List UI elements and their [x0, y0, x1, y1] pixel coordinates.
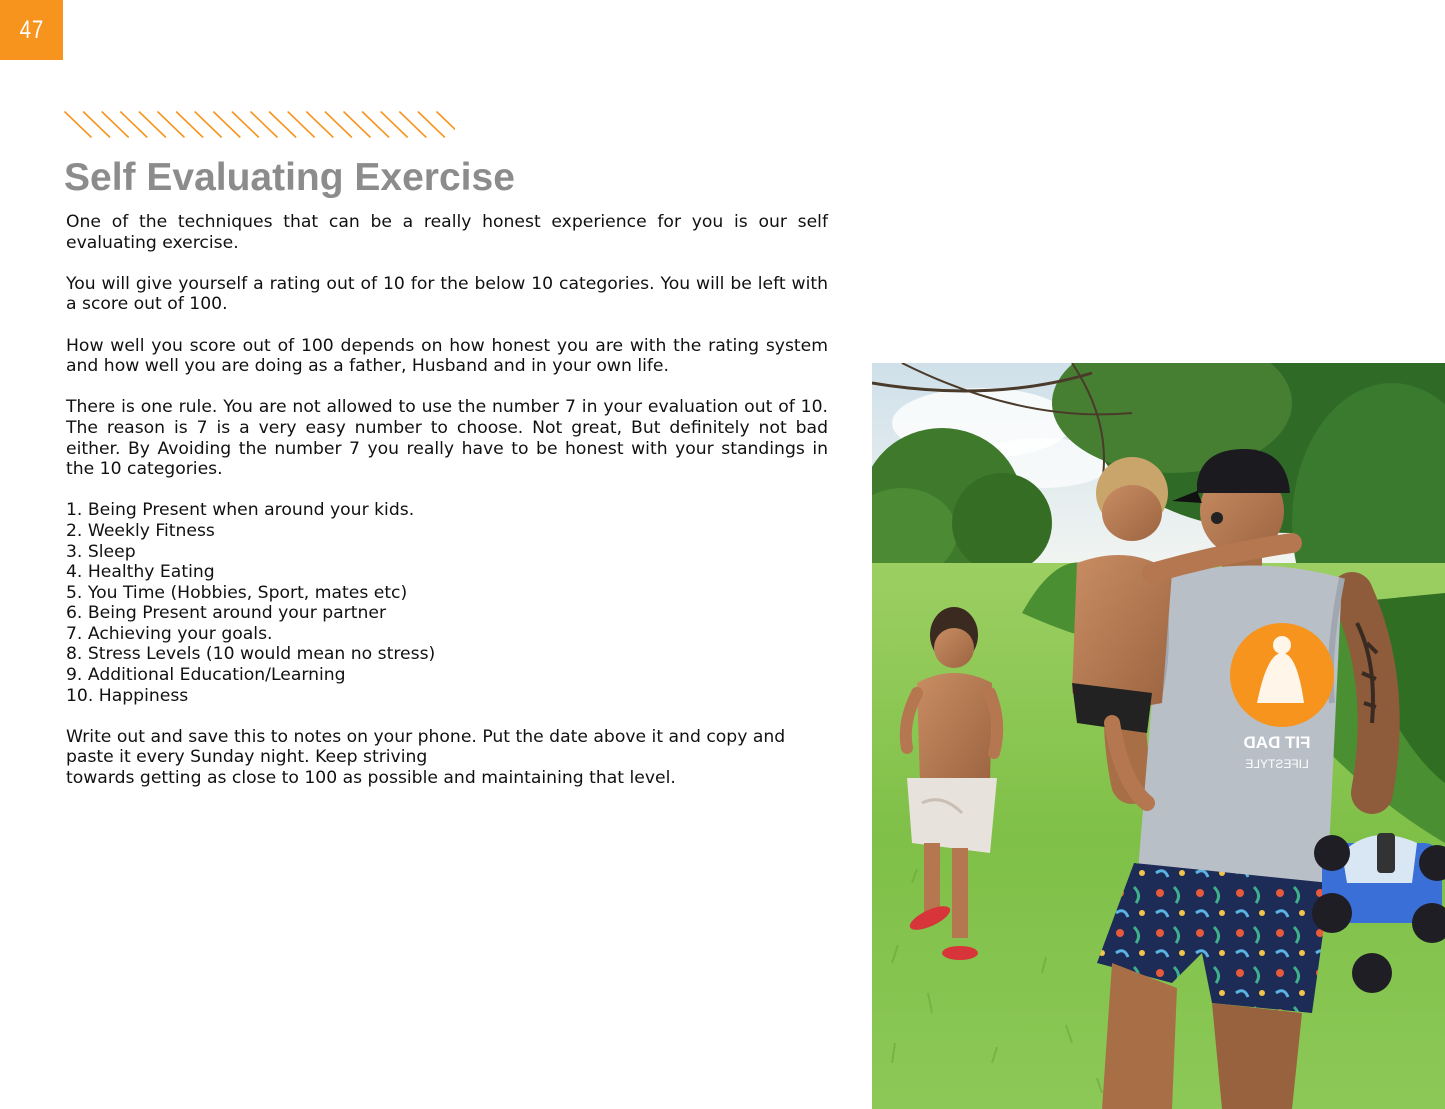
list-item: 1. Being Present when around your kids. — [66, 500, 415, 521]
list-item: 10. Happiness — [66, 685, 189, 706]
decorative-hatch-stripes — [63, 110, 455, 140]
closing-line-2: towards getting as close to 100 as possible and maintaining that level. — [66, 768, 676, 789]
photo-dad-carrying-kid — [872, 363, 1445, 1109]
closing-paragraph — [66, 727, 828, 789]
page-number-tab — [0, 0, 63, 60]
rating-paragraph: You will give yourself a rating out of 10 for the below 10 categories. You will be left with a score out of 100. — [66, 273, 828, 315]
list-item: 9. Additional Education/Learning — [66, 665, 346, 686]
intro-paragraph: One of the techniques that can be a really honest experience for you is our self evaluating exercise. — [66, 212, 828, 253]
honesty-paragraph: How well you score out of 100 depends on how honest you are with the rating system and how well you are doing as a father, Husband and in your own life. — [66, 335, 828, 377]
list-item: 4. Healthy Eating — [66, 562, 215, 583]
list-item: 8. Stress Levels (10 would mean no stress) — [66, 644, 436, 665]
list-item: 6. Being Present around your partner — [66, 603, 387, 624]
list-item: 2. Weekly Fitness — [66, 520, 215, 541]
page-number: 47 — [19, 15, 44, 44]
closing-line-1: Write out and save this to notes on your phone. Put the date above it and copy and paste it every Sunday night. Keep striving — [66, 726, 786, 768]
body-text — [66, 212, 828, 809]
categories-list — [66, 500, 828, 706]
list-item: 3. Sleep — [66, 541, 136, 562]
rule-paragraph: There is one rule. You are not allowed to use the number 7 in your evaluation out of 10. The reason is 7 is a very easy number to choose. Not great, But definitely not bad either. By Avoiding the number 7 you really have to be honest with your standings in the 10 categories. — [66, 397, 828, 480]
shirt-logo-subtext: LIFESTYLE — [1245, 757, 1309, 771]
list-item: 5. You Time (Hobbies, Sport, mates etc) — [66, 582, 408, 603]
shirt-logo-text: FIT DAD — [1243, 733, 1311, 752]
page-title: Self Evaluating Exercise — [64, 156, 515, 199]
list-item: 7. Achieving your goals. — [66, 623, 273, 644]
